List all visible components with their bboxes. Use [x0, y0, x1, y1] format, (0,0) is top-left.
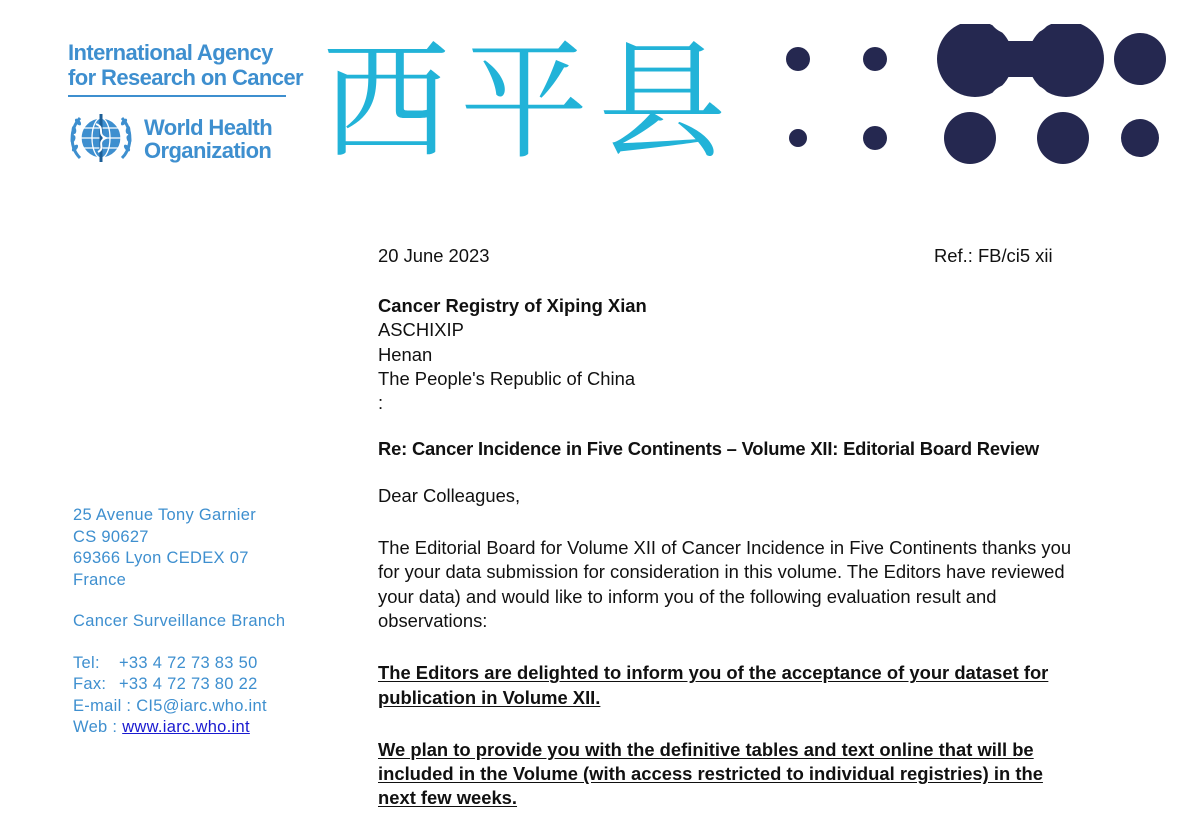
county-name-heading: 西平县 — [322, 28, 737, 177]
address-line: 25 Avenue Tony Garnier — [73, 506, 257, 524]
letter-reference: Ref.: FB/ci5 xii — [934, 245, 1053, 266]
email-line: E-mail : CI5@iarc.who.int — [73, 696, 267, 715]
letter-body — [378, 244, 1083, 811]
address-line: France — [73, 570, 127, 589]
recipient-address — [378, 294, 1083, 415]
fax-line — [73, 674, 343, 696]
tel-label: Tel: — [73, 653, 100, 672]
sender-contact-sidebar — [73, 505, 343, 739]
iarc-logo-line1: International Agency — [68, 40, 273, 65]
fax-label: Fax: — [73, 675, 107, 693]
who-logo-line1: World Health — [144, 115, 273, 140]
letter-salutation: Dear Colleagues, — [378, 484, 521, 506]
recipient-line: The People's Republic of China — [378, 367, 636, 389]
address-line: CS 90627 — [73, 527, 149, 546]
recipient-line: : — [378, 392, 384, 414]
letter-subject: Re: Cancer Incidence in Five Continents – Volume XII: Editorial Board Review — [378, 438, 1039, 460]
date-ref-row — [378, 244, 1083, 270]
iarc-logo-line2: for Research on Cancer — [68, 65, 303, 90]
branch-name: Cancer Surveillance Branch — [73, 612, 286, 630]
who-logo-text — [144, 116, 272, 162]
letter-date: 20 June 2023 — [378, 245, 490, 266]
acceptance-notice: The Editors are delighted to inform you of the acceptance of your dataset for publication in Volume XII. — [378, 662, 1049, 708]
who-logo-line2: Organization — [144, 138, 272, 163]
who-emblem-icon — [66, 108, 136, 168]
tables-notice: We plan to provide you with the definitive tables and text online that will be included in the Volume (with access restricted to individual registries) in the next few weeks. — [378, 738, 1043, 809]
fax-number: +33 4 72 73 80 22 — [119, 675, 258, 693]
web-line — [73, 717, 343, 739]
recipient-name: Cancer Registry of Xiping Xian — [378, 295, 647, 316]
iarc-logo-divider — [68, 95, 286, 97]
website-link[interactable]: www.iarc.who.int — [122, 718, 250, 736]
dots-logo-icon — [778, 24, 1170, 172]
recipient-line: Henan — [378, 343, 433, 365]
iarc-logo — [68, 40, 303, 97]
tel-number: +33 4 72 73 83 50 — [119, 653, 258, 672]
web-label: Web : — [73, 718, 123, 736]
recipient-line: ASCHIXIP — [378, 319, 464, 341]
address-line: 69366 Lyon CEDEX 07 — [73, 549, 249, 567]
letter-paragraph: The Editorial Board for Volume XII of Cancer Incidence in Five Continents thanks you for your data submission for consideration in this volume. The Editors have reviewed your data) and would like to inform you of the following evaluation result and observations: — [378, 537, 1072, 631]
tel-line — [73, 653, 343, 675]
